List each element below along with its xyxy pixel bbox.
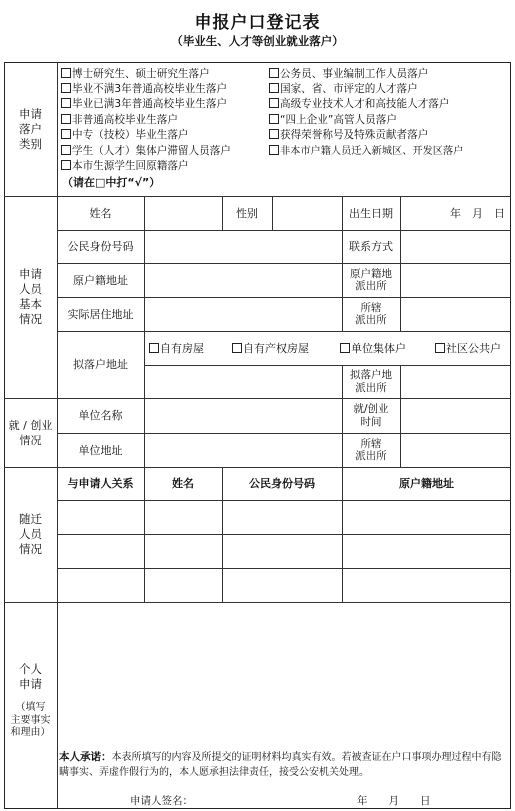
residence-label: 实际居住地址	[67, 307, 134, 321]
category-label: 申请 落户 类别	[19, 106, 42, 151]
page-subtitle: （毕业生、人才等创业就业落户）	[171, 34, 344, 48]
category-option[interactable]: 毕业已满3年普通高校毕业生落户	[61, 97, 227, 112]
id-number-label: 公民身份号码	[67, 240, 134, 253]
application-field[interactable]	[58, 603, 510, 743]
divider	[57, 534, 511, 535]
gender-field[interactable]	[272, 196, 342, 230]
work-time-label: 就/创业 时间	[353, 403, 389, 428]
target-option[interactable]: 自有房屋	[149, 341, 204, 356]
unit-station-label: 所辖 派出所	[355, 437, 387, 462]
checkbox[interactable]	[269, 83, 279, 93]
category-option[interactable]: “四上企业”高管人员落户	[269, 113, 397, 128]
checkbox[interactable]	[61, 129, 71, 139]
category-option[interactable]: 博士研究生、硕士研究生落户	[61, 67, 210, 82]
target-address-label: 拟落户地址	[73, 358, 128, 371]
checkbox[interactable]	[61, 160, 71, 170]
name-label: 姓名	[89, 206, 112, 220]
category-note: （请在□中打“√”）	[62, 176, 161, 189]
origin-address-field[interactable]	[144, 263, 342, 297]
name-field[interactable]	[144, 196, 222, 230]
checkbox[interactable]	[61, 145, 71, 155]
birth-label: 出生日期	[349, 206, 393, 220]
category-option[interactable]: 中专（技校）毕业生落户	[61, 128, 189, 143]
employment-label: 就 / 创业 情况	[8, 418, 53, 447]
residence-station-field[interactable]	[400, 297, 511, 331]
personal-note: （填写 主要事实 和理由）	[10, 702, 51, 739]
divider	[57, 568, 511, 569]
category-option[interactable]: 高级专业技术人才和高技能人才落户	[269, 97, 450, 112]
family-header-address: 原户籍地址	[399, 477, 454, 490]
category-option[interactable]: 学生（人才）集体户滞留人员落户	[61, 144, 231, 159]
category-option[interactable]: 毕业不满3年普通高校毕业生落户	[61, 82, 227, 97]
category-option[interactable]: 国家、省、市评定的人才落户	[269, 82, 418, 97]
unit-address-label: 单位地址	[78, 443, 123, 457]
pledge-title: 本人承诺：	[59, 751, 112, 763]
checkbox[interactable]	[61, 98, 71, 108]
basic-label: 申请 人员 基本 情况	[19, 267, 42, 326]
target-address-field[interactable]	[144, 365, 342, 398]
checkbox[interactable]	[269, 68, 279, 78]
checkbox[interactable]	[269, 129, 279, 139]
family-header-id: 公民身份号码	[249, 477, 315, 490]
target-option[interactable]: 单位集体户	[340, 341, 406, 356]
origin-station-label: 原户籍地 派出所	[350, 267, 392, 292]
contact-field[interactable]	[400, 230, 511, 263]
checkbox[interactable]	[61, 68, 71, 78]
checkbox[interactable]	[269, 98, 279, 108]
family-header-relation: 与申请人关系	[67, 477, 134, 490]
origin-station-field[interactable]	[400, 263, 511, 297]
category-option[interactable]: 获得荣誉称号及特殊贡献者落户	[269, 128, 428, 143]
category-option[interactable]: 本市生源学生回原籍落户	[61, 159, 189, 174]
unit-address-field[interactable]	[144, 433, 342, 467]
category-option[interactable]: 公务员、事业编制工作人员落户	[269, 67, 428, 82]
target-option[interactable]: 社区公共户	[435, 341, 501, 356]
unit-station-field[interactable]	[400, 433, 511, 467]
target-station-label: 拟落户地 派出所	[350, 369, 392, 394]
pledge-body: 本表所填写的内容及所提交的证明材料均真实有效。若被查证在户口事项办理过程中有隐瞒事实、弄虚作假行为的，本人愿承担法律责任，接受公安机关处理。	[59, 752, 502, 778]
residence-field[interactable]	[144, 297, 342, 331]
target-station-field[interactable]	[400, 365, 511, 398]
birth-field[interactable]: 年 月 日	[450, 206, 505, 220]
work-time-field[interactable]	[400, 398, 511, 433]
residence-station-label: 所辖 派出所	[355, 301, 387, 326]
origin-address-label: 原户籍地址	[73, 273, 128, 287]
contact-label: 联系方式	[349, 240, 393, 253]
signature-date: 年 月 日	[357, 795, 431, 807]
checkbox[interactable]	[340, 343, 350, 353]
checkbox[interactable]	[269, 114, 279, 124]
gender-label: 性别	[236, 206, 258, 220]
family-header-name: 姓名	[172, 477, 194, 490]
checkbox[interactable]	[435, 343, 445, 353]
category-option[interactable]: 非普通高校毕业生落户	[61, 113, 178, 128]
signature-label: 申请人签名：	[130, 795, 193, 807]
unit-name-field[interactable]	[144, 398, 342, 433]
checkbox[interactable]	[269, 145, 279, 155]
target-option[interactable]: 自有产权房屋	[232, 341, 309, 356]
category-option[interactable]: 非本市户籍人员迁入新城区、开发区落户	[269, 144, 463, 159]
checkbox[interactable]	[61, 114, 71, 124]
checkbox[interactable]	[232, 343, 242, 353]
unit-name-label: 单位名称	[78, 409, 123, 422]
page-title: 申报户口登记表	[194, 13, 321, 33]
checkbox[interactable]	[149, 343, 159, 353]
personal-label: 个人 申请	[19, 662, 42, 691]
checkbox[interactable]	[61, 83, 71, 93]
pledge-text	[59, 750, 507, 780]
divider	[57, 500, 511, 501]
id-number-field[interactable]	[144, 230, 342, 263]
family-label: 随迁 人员 情况	[19, 512, 42, 556]
